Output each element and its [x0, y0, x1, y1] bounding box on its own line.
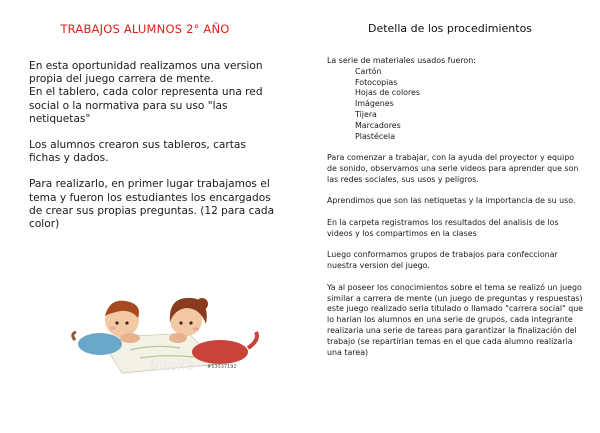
illustration-code: #53037192	[207, 364, 237, 370]
material-item: Marcadores	[355, 120, 401, 130]
students-paragraph: Los alumnos crearon sus tableros, cartas fichas y dados.	[29, 139, 246, 165]
intro-paragraph: En esta oportunidad realizamos una version propia del juego carrera de mente. En el tablero, cada color representa una red social o la normativa para su uso "las netiquetas"	[29, 60, 263, 125]
right-page-body	[327, 56, 585, 369]
procedure-paragraph: Ya al poseer los conocimientos sobre el tema se realizó un juego similar a carrera de mente (un juego de preguntas y respuestas) este juego realizado seria titulado o llamado "carrera social" que lo harian los alumnos en una serie de grupos, cada integrante realizaria una serie de tareas para garantizar la finalización del trabajo (se repartirian temas en el que cada alumno realizaria una tarea)	[327, 282, 584, 357]
material-item: Tijera	[355, 109, 377, 119]
procedure-paragraph: En la carpeta registramos los resultados del analisis de los videos y los compartimos en la clases	[327, 217, 559, 238]
materials-list	[327, 67, 585, 143]
procedure-paragraph: Luego conformamos grupos de trabajos para confeccionar nuestra version del juego.	[327, 250, 558, 271]
left-page-body	[29, 60, 279, 244]
materials-intro: La serie de materiales usados fueron:	[327, 56, 476, 65]
svg-text:fotolia: fotolia	[150, 358, 194, 374]
material-item: Imágenes	[355, 99, 394, 109]
material-item: Fotocopias	[355, 77, 398, 87]
procedure-paragraph: Para comenzar a trabajar, con la ayuda del proyector y equipo de sonido, observamos una serie videos para aprender que son las redes sociales, sus usos y peligros.	[327, 153, 579, 184]
children-reading-illustration	[70, 278, 270, 378]
right-page-title: Detella de los procedimientos	[367, 22, 533, 35]
material-item: Hojas de colores	[355, 88, 421, 98]
material-item: Plastécela	[355, 131, 396, 141]
material-item: Cartón	[355, 66, 382, 76]
procedure-paragraph: Aprendimos que son las netiquetas y la importancia de su uso.	[327, 196, 576, 206]
left-page-title: TRABAJOS ALUMNOS 2° AÑO	[60, 22, 230, 36]
process-paragraph: Para realizarlo, en primer lugar trabajamos el tema y fueron los estudiantes los encargados de crear sus propias preguntas. (12 para cada color)	[29, 178, 275, 231]
